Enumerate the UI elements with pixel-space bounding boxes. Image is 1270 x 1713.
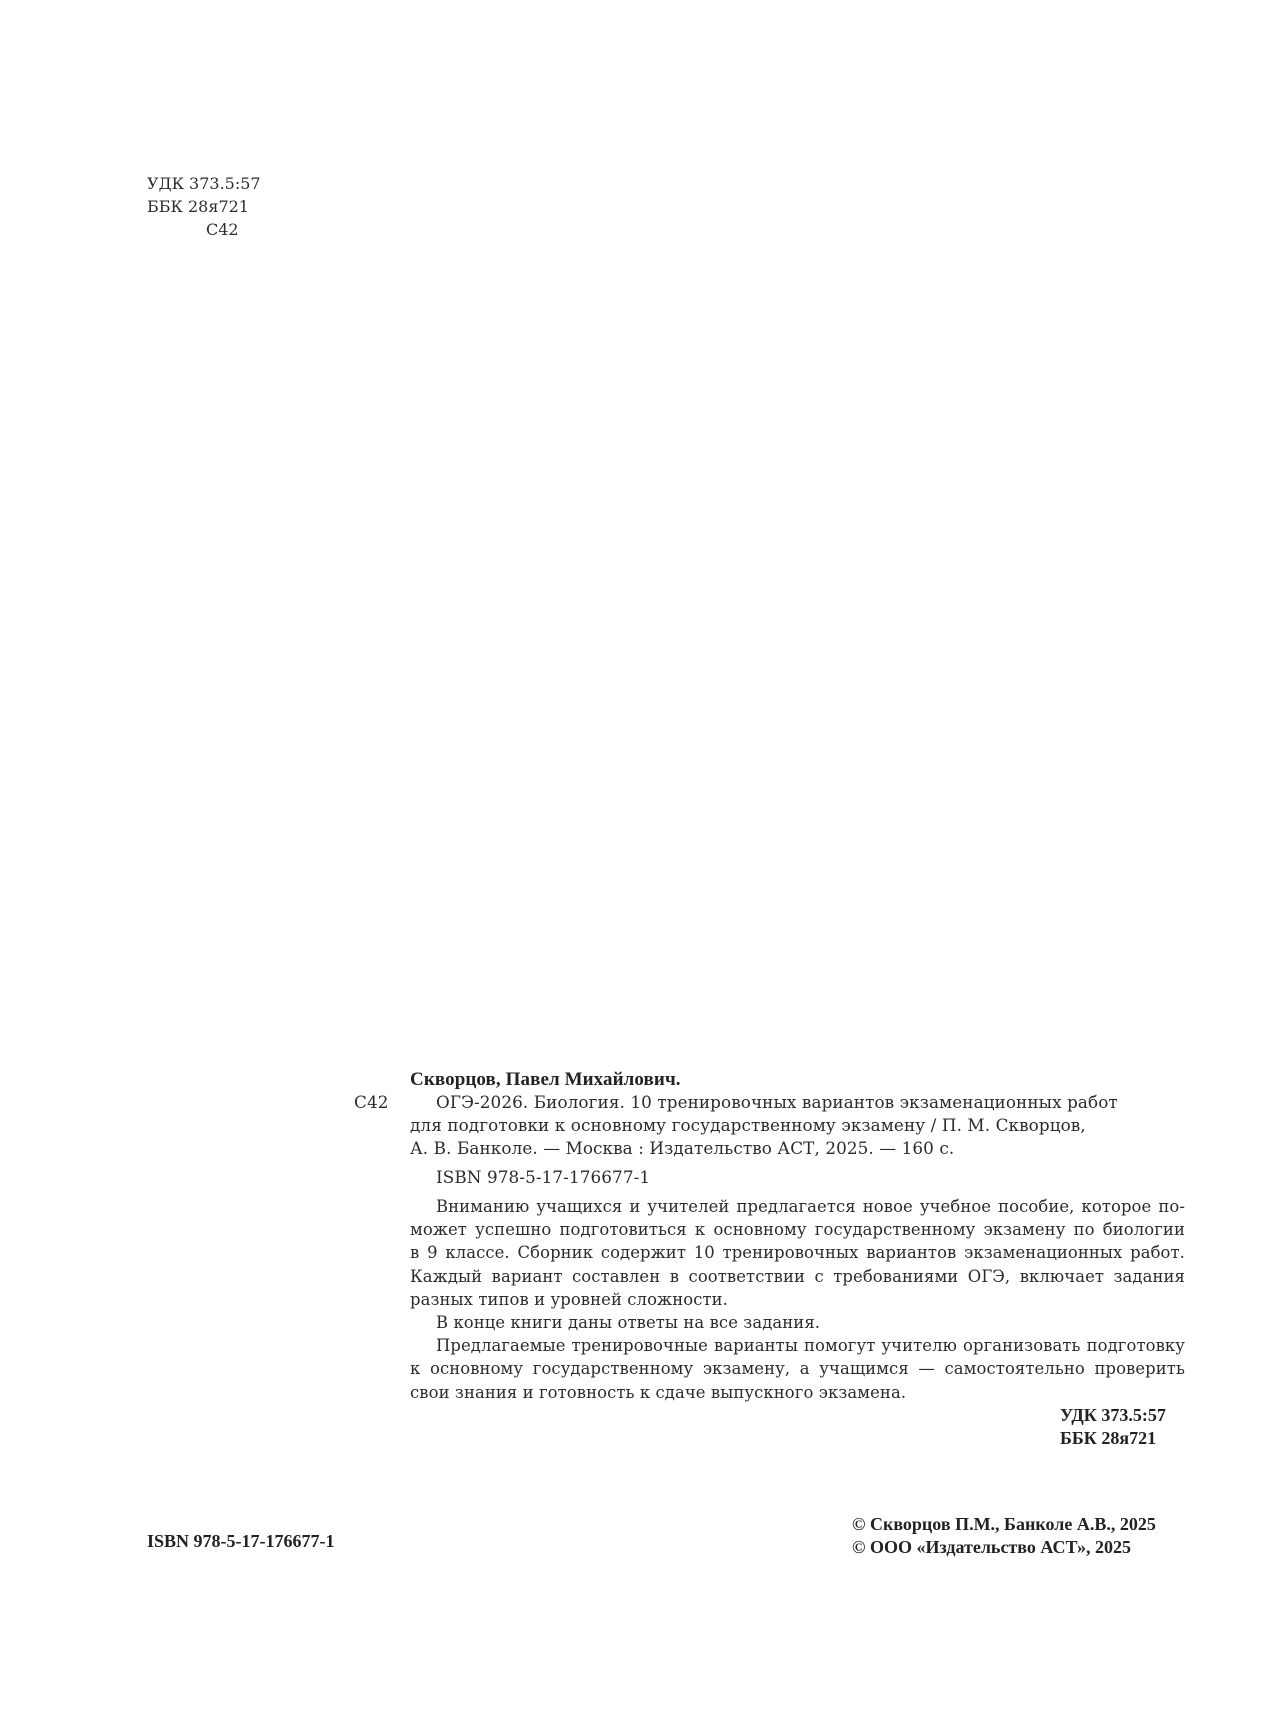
card-author-mark: С42 (354, 1092, 389, 1112)
card-isbn: ISBN 978-5-17-176677-1 (436, 1167, 651, 1187)
card-description (410, 1091, 1185, 1160)
annotation-line: В конце книги даны ответы на все задания. (436, 1313, 821, 1333)
bibliographic-card (354, 1068, 1185, 1404)
annotation-line: может успешно подготовиться к основному государственному экзамену по биологии (410, 1220, 1185, 1240)
card-author-heading: Скворцов, Павел Михайлович. (410, 1069, 681, 1090)
description-line: А. В. Банколе. — Москва : Издательство АСТ, 2025. — 160 с. (410, 1138, 955, 1158)
annotation-line: свои знания и готовность к сдаче выпускного экзамена. (410, 1382, 907, 1402)
copyright-publisher: © ООО «Издательство АСТ», 2025 (852, 1537, 1132, 1557)
annotation-paragraph (410, 1334, 1185, 1404)
copyright-authors: © Скворцов П.М., Банколе А.В., 2025 (852, 1514, 1156, 1534)
description-line: для подготовки к основному государственному экзамену / П. М. Скворцов, (410, 1115, 1086, 1135)
copyright-block (852, 1513, 1156, 1559)
description-line: ОГЭ-2026. Биология. 10 тренировочных вариантов экзаменационных работ (436, 1092, 1118, 1112)
annotation-paragraph (410, 1311, 1185, 1334)
card-classification (1060, 1404, 1166, 1450)
footer-isbn: ISBN 978-5-17-176677-1 (147, 1531, 335, 1551)
annotation-line: к основному государственному экзамену, а учащимся — самостоятельно проверить (410, 1359, 1185, 1379)
udk-code: УДК 373.5:57 (147, 174, 261, 193)
annotation (410, 1195, 1185, 1404)
card-bbk-code: ББК 28я721 (1060, 1428, 1157, 1448)
card-udk-code: УДК 373.5:57 (1060, 1405, 1166, 1425)
bbk-code: ББК 28я721 (147, 197, 249, 216)
annotation-paragraph (410, 1195, 1185, 1311)
annotation-line: Каждый вариант составлен в соответствии с требованиями ОГЭ, включает задания (410, 1266, 1185, 1286)
annotation-line: Вниманию учащихся и учителей предлагается новое учебное пособие, которое по- (436, 1197, 1185, 1216)
author-mark: С42 (206, 220, 239, 239)
annotation-line: Предлагаемые тренировочные варианты помогут учителю организовать подготовку (436, 1336, 1185, 1356)
top-classification-block (147, 172, 261, 241)
annotation-line: в 9 классе. Сборник содержит 10 тренировочных вариантов экзаменационных работ. (410, 1243, 1185, 1263)
annotation-line: разных типов и уровней сложности. (410, 1289, 728, 1309)
